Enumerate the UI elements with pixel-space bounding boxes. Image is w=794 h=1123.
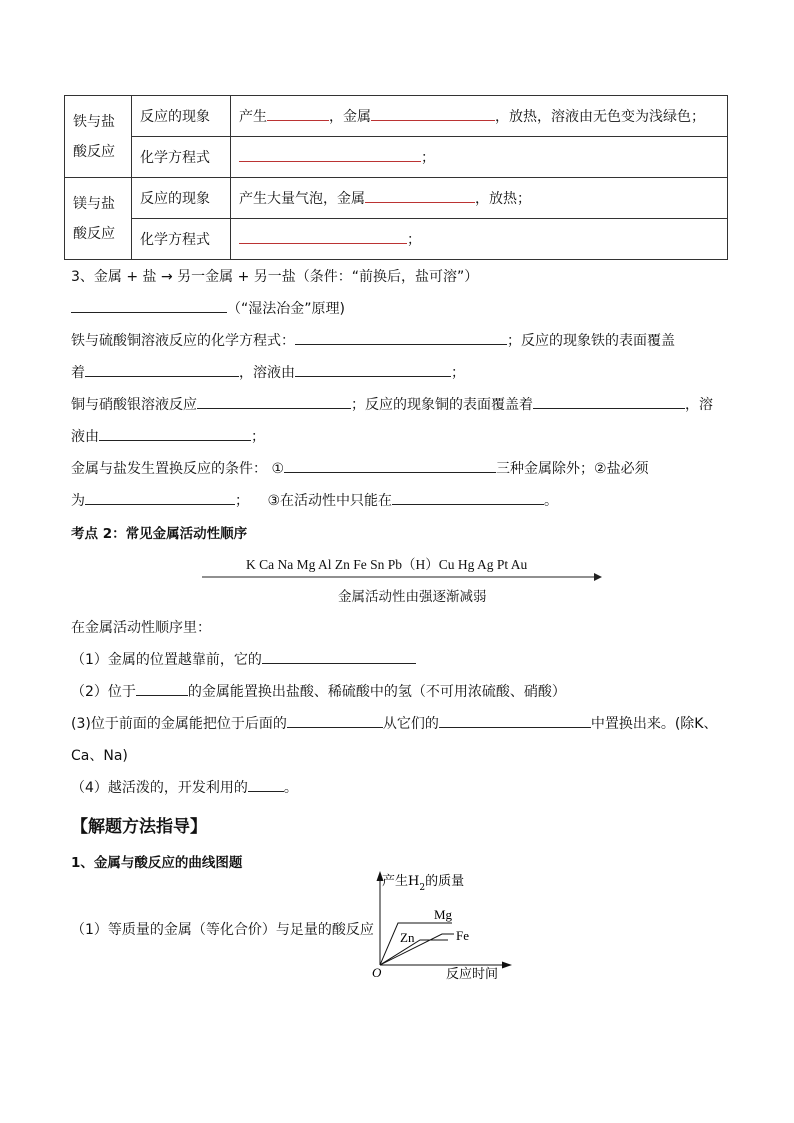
mg-equation-blank[interactable]: [239, 229, 407, 244]
fe-cuso4-line2: [71, 362, 465, 382]
point1-text: （1）金属的位置越靠前，它的: [71, 652, 262, 668]
point3-line2: Ca、Na): [71, 748, 128, 764]
point3-text-b: 从它们的: [382, 716, 439, 732]
point3-text-c: 中置换出来。(除K、: [590, 716, 718, 732]
cu-ag-cover-blank[interactable]: [533, 394, 685, 409]
guide-item: （1）等质量的金属（等化合价）与足量的酸反应: [71, 922, 374, 938]
mg-eq-semicolon: ；: [407, 232, 421, 248]
iron-metal-blank[interactable]: [371, 106, 495, 121]
condition-line: [71, 458, 649, 478]
reaction-table: [64, 95, 728, 260]
iron-obs-text-1: 产生: [239, 109, 267, 125]
point2-text-b: 的金属能置换出盐酸、稀硫酸中的氢（不可用浓硫酸、硝酸）: [187, 684, 566, 700]
arrow-caption: 金属活动性由强逐渐减弱: [338, 589, 487, 605]
condition-line2: [71, 490, 558, 510]
point4-text-a: （4）越活泼的，开发利用的: [71, 780, 248, 796]
cond-text-7: 。: [544, 493, 559, 509]
cond-position-blank[interactable]: [392, 490, 544, 505]
cond-text-3: 三种金属除外；②盐必须: [496, 461, 649, 477]
guide-sub: 1、金属与酸反应的曲线图题: [71, 855, 243, 871]
fe-cu-text-1: 铁与硫酸铜溶液反应的化学方程式：: [71, 333, 295, 349]
activity-series: K Ca Na Mg Al Zn Fe Sn Pb（H）Cu Hg Ag Pt Au: [246, 557, 528, 572]
section3-title: 3、金属 + 盐 → 另一金属 + 另一盐（条件：“前换后，盐可溶”）: [71, 269, 479, 285]
fe-cu-equation-blank[interactable]: [295, 330, 507, 345]
fe-cu-cover-blank[interactable]: [85, 362, 239, 377]
wet-metallurgy-text: （“湿法冶金”原理): [227, 301, 345, 317]
kaodian2-title: 考点 2：常见金属活动性顺序: [71, 526, 248, 542]
x-axis-label: 反应时间: [446, 967, 499, 982]
mg-phenomenon-label: 反应的现象: [132, 178, 231, 219]
mg-phenomenon-cell: [231, 178, 728, 219]
iron-hcl-label: 铁与盐酸反应: [65, 96, 132, 178]
point1-blank[interactable]: [262, 649, 416, 664]
fe-cu-text-5: ；: [451, 365, 465, 381]
y-axis-label: 产生$H_2$的质量: [382, 874, 465, 893]
cond-exclude-blank[interactable]: [284, 458, 496, 473]
point3-text-a: (3)位于前面的金属能把位于后面的: [71, 716, 287, 732]
iron-equation-label: 化学方程式: [132, 137, 231, 178]
mg-label: Mg: [434, 907, 453, 922]
point3-line: [71, 713, 718, 733]
cu-ag-text-4: 液由: [71, 429, 99, 445]
point3-blank-2[interactable]: [439, 713, 591, 728]
fe-cu-text-2: ；反应的现象铁的表面覆盖: [507, 333, 675, 349]
mg-obs-text-2: ，放热；: [475, 191, 531, 207]
mg-obs-text-1: 产生大量气泡，金属: [239, 191, 365, 207]
activity-arrow: [200, 570, 604, 584]
iron-equation-cell: [231, 137, 728, 178]
cu-ag-equation-blank[interactable]: [197, 394, 351, 409]
fe-cuso4-line: [71, 330, 675, 350]
cu-ag-solution-blank[interactable]: [99, 426, 251, 441]
cu-ag-text-5: ；: [251, 429, 265, 445]
section3-line2: [71, 298, 345, 318]
point2-line: [71, 681, 566, 701]
zn-label: Zn: [400, 930, 415, 945]
iron-obs-text-3: ，放热，溶液由无色变为浅绿色；: [495, 109, 705, 125]
point2-blank[interactable]: [136, 681, 188, 696]
origin-label: O: [372, 965, 382, 980]
cu-agno3-line2: [71, 426, 265, 446]
cond-text-4: 为: [71, 493, 85, 509]
fe-cu-text-3: 着: [71, 365, 85, 381]
cond-salt-blank[interactable]: [85, 490, 235, 505]
iron-gas-blank[interactable]: [267, 106, 329, 121]
point4-text-b: 。: [283, 780, 298, 796]
iron-equation-blank[interactable]: [239, 147, 421, 162]
cu-ag-text-1: 铜与硝酸银溶液反应: [71, 397, 197, 413]
fe-cu-solution-blank[interactable]: [295, 362, 451, 377]
iron-obs-text-2: ，金属: [329, 109, 371, 125]
mg-equation-cell: [231, 219, 728, 260]
cu-ag-text-3: ，溶: [685, 397, 713, 413]
point3-blank-1[interactable]: [287, 713, 383, 728]
point4-line: [71, 777, 298, 797]
cu-agno3-line: [71, 394, 713, 414]
fe-label: Fe: [456, 928, 469, 943]
cu-ag-text-2: ；反应的现象铜的表面覆盖着: [351, 397, 533, 413]
cond-text-1: 金属与盐发生置换反应的条件：: [71, 461, 267, 477]
mg-metal-blank[interactable]: [365, 188, 475, 203]
wet-metallurgy-blank[interactable]: [71, 298, 227, 313]
iron-phenomenon-label: 反应的现象: [132, 96, 231, 137]
guide-heading: 【解题方法指导】: [71, 817, 207, 837]
cond-text-6: ③在活动性中只能在: [267, 493, 393, 509]
cond-text-2: ①: [271, 461, 285, 477]
point4-blank[interactable]: [248, 777, 284, 792]
iron-phenomenon-cell: [231, 96, 728, 137]
cond-text-5: ；: [235, 493, 249, 509]
point2-text-a: （2）位于: [71, 684, 136, 700]
x-axis-arrowhead: [502, 962, 512, 969]
fe-cu-text-4: ，溶液由: [239, 365, 295, 381]
point1-line: [71, 649, 416, 669]
reaction-curve-chart: [364, 866, 524, 986]
mg-hcl-label: 镁与盐酸反应: [65, 178, 132, 260]
mg-equation-label: 化学方程式: [132, 219, 231, 260]
activity-intro: 在金属活动性顺序里：: [71, 620, 211, 636]
iron-eq-semicolon: ；: [421, 150, 435, 166]
